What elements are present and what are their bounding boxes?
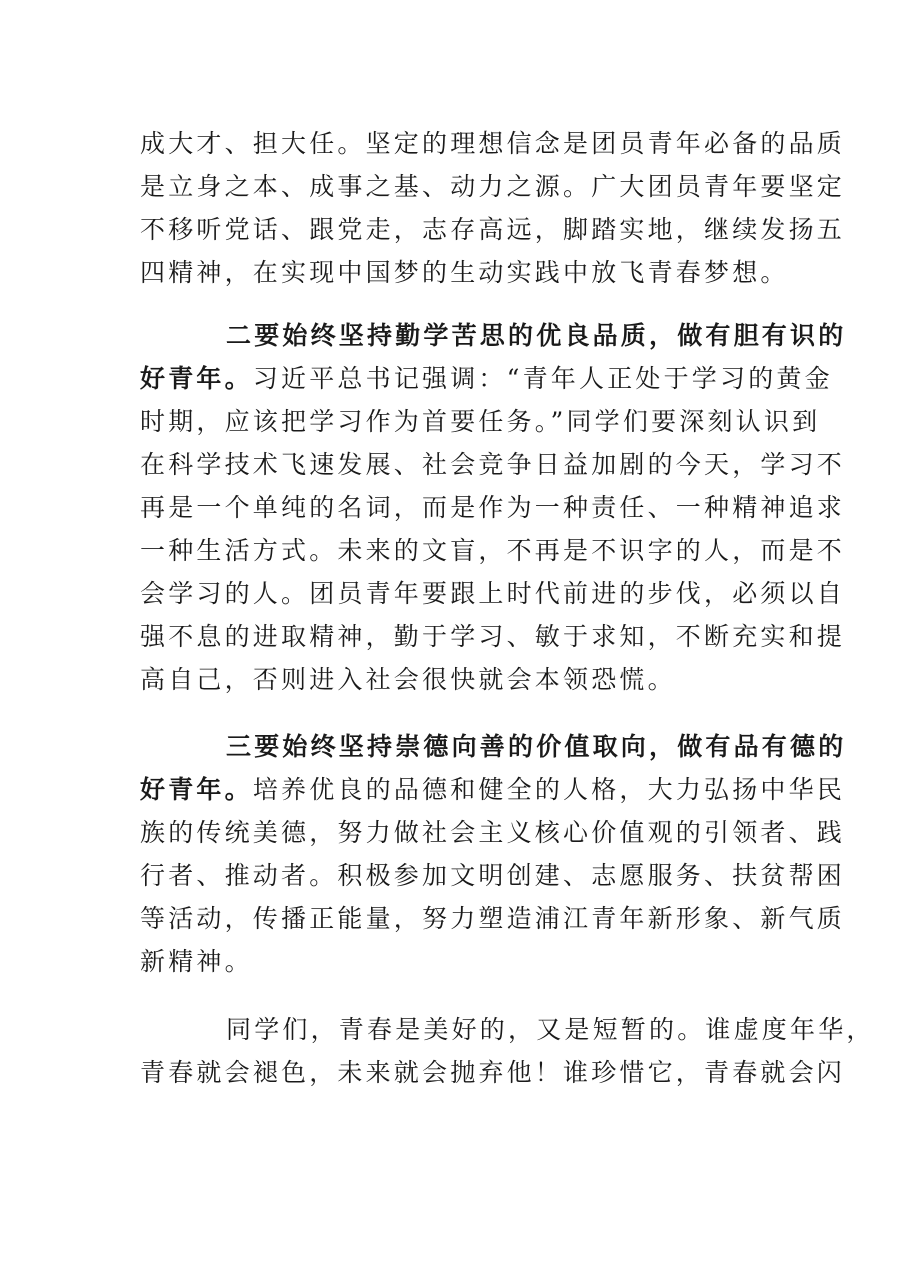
text-segment: 强不息的进取精神，勤于学习、敏于求知，不断充实和提 — [140, 622, 846, 651]
text-segment: 时期，应该把学习作为首要任务。”同学们要深刻认识到 — [140, 407, 821, 436]
text-segment: 成大才、担大任。坚定的理想信念是团员青年必备的品质 — [140, 129, 846, 158]
text-segment: 是立身之本、成事之基、动力之源。广大团员青年要坚定 — [140, 172, 846, 201]
text-segment: 青春就会褪色，未来就会抛弃他！谁珍惜它，青春就会闪 — [140, 1058, 846, 1087]
text-segment: 一种生活方式。未来的文盲，不再是不识字的人，而是不 — [140, 536, 846, 565]
section-heading-continued: 好青年。 — [140, 364, 253, 393]
section-heading-line — [226, 731, 846, 763]
text-line — [140, 492, 845, 524]
section-heading: 二要始终坚持勤学苦思的优良品质，做有胆有识的 — [226, 321, 847, 350]
text-line — [140, 128, 845, 160]
text-segment: 新精神。 — [140, 947, 253, 976]
text-segment: 再是一个单纯的名词，而是作为一种责任、一种精神追求 — [140, 493, 846, 522]
text-line — [140, 257, 789, 289]
text-line — [140, 406, 820, 438]
text-line — [140, 946, 253, 978]
section-heading-continued: 好青年。 — [140, 775, 253, 804]
text-segment: 在科学技术飞速发展、社会竞争日益加剧的今天，学习不 — [140, 450, 846, 479]
text-segment: 等活动，传播正能量，努力塑造浦江青年新形象、新气质 — [140, 904, 846, 933]
text-line — [140, 817, 845, 849]
text-segment: 习近平总书记强调：“青年人正处于学习的黄金 — [252, 364, 833, 393]
text-line — [140, 171, 845, 203]
text-line — [140, 535, 845, 567]
text-line — [140, 1057, 845, 1089]
text-segment: 会学习的人。团员青年要跟上时代前进的步伐，必须以自 — [140, 579, 846, 608]
text-line — [140, 449, 845, 481]
paragraph-first-line — [226, 1014, 875, 1046]
section-heading-line — [226, 320, 846, 352]
text-line — [140, 664, 676, 696]
text-segment: 高自己，否则进入社会很快就会本领恐慌。 — [140, 665, 676, 694]
text-line — [140, 578, 845, 610]
text-line — [140, 860, 845, 892]
text-segment: 同学们，青春是美好的，又是短暂的。谁虚度年华， — [226, 1015, 875, 1044]
text-line — [140, 363, 833, 395]
text-segment: 族的传统美德，努力做社会主义核心价值观的引领者、践 — [140, 818, 846, 847]
text-line — [140, 774, 845, 806]
text-segment: 不移听党话、跟党走，志存高远，脚踏实地，继续发扬五 — [140, 215, 846, 244]
text-line — [140, 903, 845, 935]
text-segment: 培养优良的品德和健全的人格，大力弘扬中华民 — [252, 775, 846, 804]
text-line — [140, 621, 845, 653]
text-segment: 四精神，在实现中国梦的生动实践中放飞青春梦想。 — [140, 258, 789, 287]
section-heading: 三要始终坚持崇德向善的价值取向，做有品有德的 — [226, 732, 847, 761]
text-line — [140, 214, 845, 246]
text-segment: 行者、推动者。积极参加文明创建、志愿服务、扶贫帮困 — [140, 861, 846, 890]
